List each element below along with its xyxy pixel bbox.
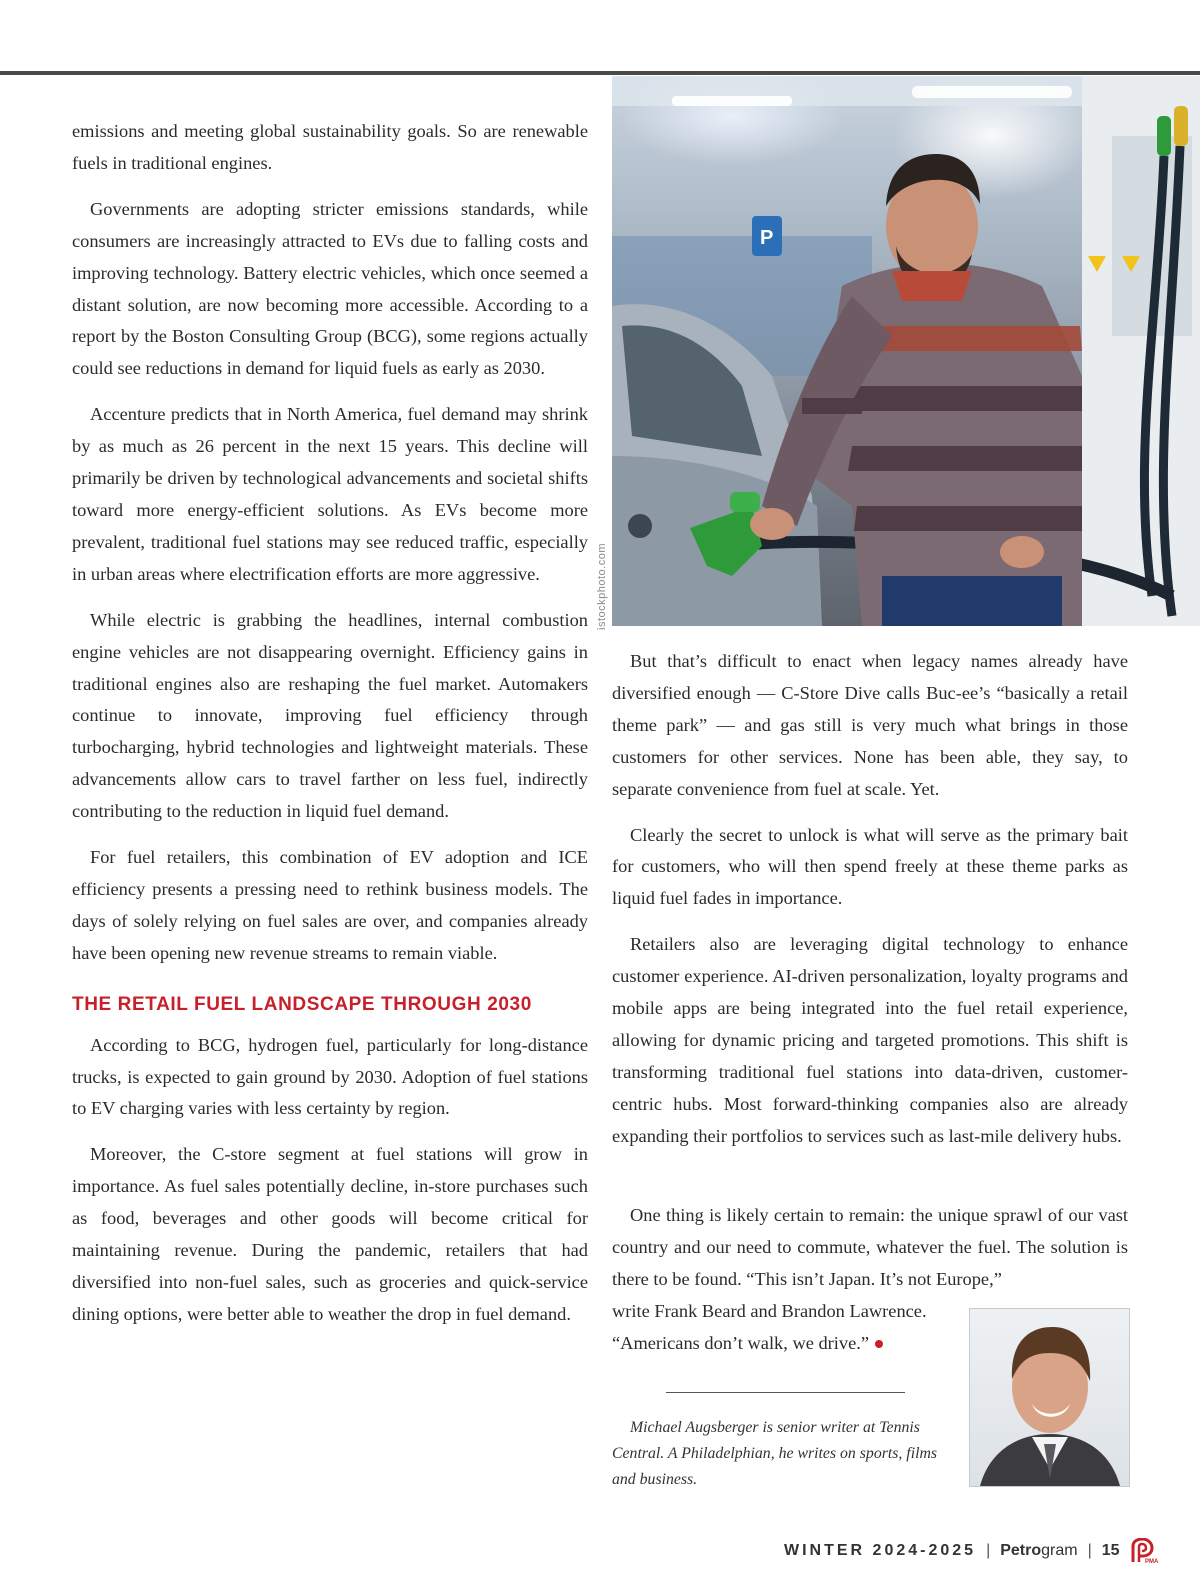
paragraph: Moreover, the C-store segment at fuel stations will grow in importance. As fuel sales potentially decline, in-store purchases such as food, beverages and other goods will become critical for maintaining revenue. During the pandemic, retailers that had diversified into non-fuel sales, such as groceries and quick-service dining options, were better able to weather the drop in fuel demand. xyxy=(72,1144,588,1324)
brand-light: gram xyxy=(1041,1542,1078,1559)
fuel-station-photo xyxy=(612,76,1200,626)
author-headshot xyxy=(969,1308,1130,1487)
photo-illustration xyxy=(612,76,1200,626)
paragraph-line xyxy=(612,1328,962,1360)
paragraph: Accenture predicts that in North America, fuel demand may shrink by as much as 26 percent in the next 15 years. This decline will primarily be driven by technological advancements and societal shifts toward more energy-efficient solutions. As EVs become more prevalent, traditional fuel stations may see reduced traffic, especially in urban areas where electrification efforts are more aggressive. xyxy=(72,404,588,584)
headshot-illustration xyxy=(970,1309,1129,1486)
photo-credit: istockphoto.com xyxy=(596,543,608,630)
publication-name xyxy=(1000,1542,1077,1560)
bio-divider xyxy=(666,1392,905,1393)
pma-logo-icon xyxy=(1130,1538,1158,1564)
end-mark-icon xyxy=(875,1340,883,1348)
author-bio xyxy=(612,1415,962,1493)
footer-separator: | xyxy=(986,1542,991,1559)
paragraph-line: write Frank Beard and Brandon Lawrence. xyxy=(612,1300,927,1321)
paragraph: Retailers also are leveraging digital technology to enhance customer experience. AI-driven personalization, loyalty programs and mobile apps are being integrated into the fuel retail experience, allowing for dynamic pricing and targeted promotions. This shift is transforming traditional fuel stations into data-driven, customer-centric hubs. Most forward-thinking companies also are already expanding their portfolios to services such as last-mile delivery hubs. xyxy=(612,934,1128,1146)
paragraph: emissions and meeting global sustainability goals. So are renewable fuels in traditional engines. xyxy=(72,121,588,173)
brand-bold: Petro xyxy=(1000,1542,1042,1559)
page-number: 15 xyxy=(1101,1542,1120,1559)
right-column xyxy=(612,646,1128,1167)
paragraph: For fuel retailers, this combination of EV adoption and ICE efficiency presents a pressing need to rethink business models. The days of solely relying on fuel sales are over, and companies already have been opening new revenue streams to remain viable. xyxy=(72,847,588,963)
closing-quote: “Americans don’t walk, we drive.” xyxy=(612,1332,870,1353)
logo-text: PMA xyxy=(1144,1559,1158,1564)
svg-text:P: P xyxy=(760,227,774,249)
paragraph: Governments are adopting stricter emissions standards, while consumers are increasingly attracted to EVs due to falling costs and improving technology. Battery electric vehicles, which once seemed a distant solution, are now becoming more accessible. According to a report by the Boston Consulting Group (BCG), some regions actually could see reductions in demand for liquid fuels as early as 2030. xyxy=(72,198,588,379)
bio-text: Michael Augsberger is senior writer at Tennis Central. A Philadelphian, he writes on sports, films and business. xyxy=(612,1419,938,1488)
section-heading: THE RETAIL FUEL LANDSCAPE THROUGH 2030 xyxy=(72,993,532,1015)
paragraph: While electric is grabbing the headlines, internal combustion engine vehicles are not disappearing overnight. Efficiency gains in traditional engines also are reshaping the fuel market. Automakers continue to innovate, improving fuel efficiency through turbocharging, hybrid technologies and lightweight materials. These advancements allow cars to travel farther on less fuel, indirectly contributing to the reduction in liquid fuel demand. xyxy=(72,609,588,822)
footer-separator: | xyxy=(1087,1542,1092,1559)
paragraph: According to BCG, hydrogen fuel, particularly for long-distance trucks, is expected to gain ground by 2030. Adoption of fuel stations to EV charging varies with less certainty by region. xyxy=(72,1034,588,1119)
paragraph: One thing is likely certain to remain: the unique sprawl of our vast country and our need to commute, whatever the fuel. The solution is there to be found. “This isn’t Japan. It’s not Europe,” xyxy=(612,1205,1128,1289)
paragraph: But that’s difficult to enact when legacy names already have diversified enough — C-Store Dive calls Buc-ee’s “basically a retail theme park” — and gas still is very much what brings in those customers for other services. None has been able, they say, to separate convenience from fuel at scale. Yet. xyxy=(612,651,1128,799)
issue-season: WINTER 2024-2025 xyxy=(784,1542,977,1559)
pma-logo-mark xyxy=(1130,1538,1158,1564)
paragraph: Clearly the secret to unlock is what will serve as the primary bait for customers, who will then spend freely at these theme parks as liquid fuel fades in importance. xyxy=(612,824,1128,909)
left-column xyxy=(72,116,588,1345)
page-footer xyxy=(784,1536,1184,1566)
top-rule xyxy=(0,71,1200,75)
